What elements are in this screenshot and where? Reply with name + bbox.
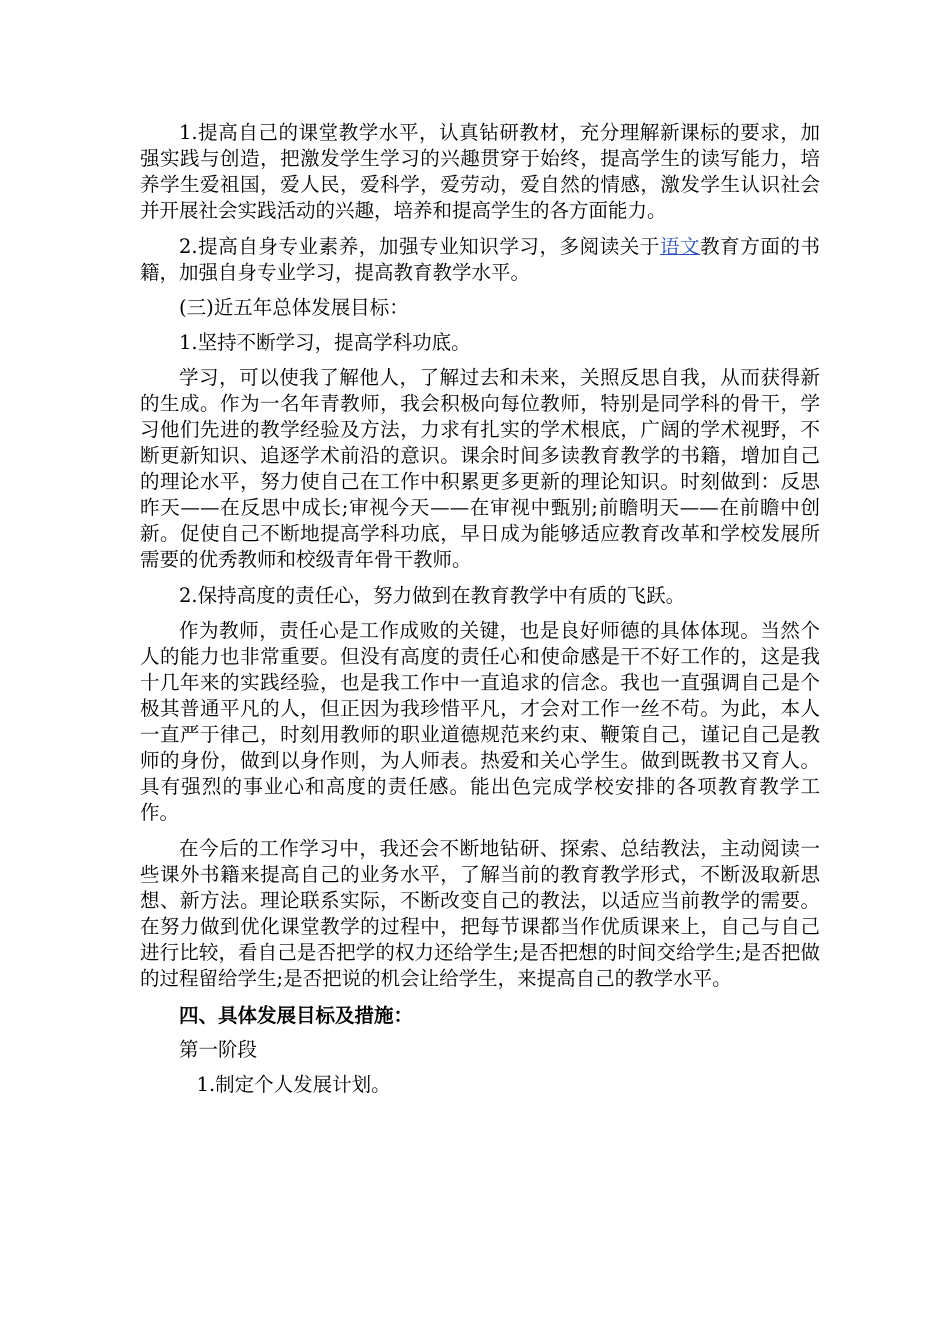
paragraph-future-work: 在今后的工作学习中，我还会不断地钻研、探索、总结教法，主动阅读一些课外书籍来提高自己的业务水平，了解当前的教育教学形式，不断汲取新思想、新方法。理论联系实际，不断改变自己的教法，以适应当前教学的需要。在努力做到优化课堂教学的过程中，把每节课都当作优质课来上，自己与自己进行比较，看自己是否把学的权力还给学生;是否把想的时间交给学生;是否把做的过程留给学生;是否把说的机会让给学生，来提高自己的教学水平。: [140, 837, 820, 990]
paragraph-text: 2.提高自身专业素养，加强专业知识学习，多阅读关于: [179, 235, 660, 258]
link-chinese[interactable]: 语文: [659, 235, 701, 258]
section-heading-specific-goals: 四、具体发展目标及措施：: [179, 1004, 414, 1027]
paragraph-goal-teaching-level: 1.提高自己的课堂教学水平，认真钻研教材，充分理解新课标的要求，加强实践与创造，把激发学生学习的兴趣贯穿于始终，提高学生的读写能力，培养学生爱祖国，爱人民，爱科学，爱劳动，爱自然的情感，激发学生认识社会并开展社会实践活动的兴趣，培养和提高学生的各方面能力。: [140, 121, 820, 222]
goal-responsibility: 2.保持高度的责任心，努力做到在教育教学中有质的飞跃。: [179, 584, 686, 607]
paragraph-goal-professional: [140, 234, 820, 286]
stage-item: 1.制定个人发展计划。: [196, 1073, 391, 1096]
goal-keep-learning: 1.坚持不断学习，提高学科功底。: [179, 331, 471, 354]
section-title-five-year-goals: (三)近五年总体发展目标：: [179, 296, 409, 319]
stage-title: 第一阶段: [179, 1038, 258, 1061]
paragraph-responsibility: 作为教师，责任心是工作成败的关键，也是良好师德的具体体现。当然个人的能力也非常重要。但没有高度的责任心和使命感是干不好工作的，这是我十几年来的实践经验，也是我工作中一直追求的信念。我也一直强调自己是个极其普通平凡的人，但正因为我珍惜平凡，才会对工作一丝不苟。为此，本人一直严于律己，时刻用教师的职业道德规范来约束、鞭策自己，谨记自己是教师的身份，做到以身作则，为人师表。热爱和关心学生。做到既教书又育人。具有强烈的事业心和高度的责任感。能出色完成学校安排的各项教育教学工作。: [140, 619, 820, 824]
document-page: [140, 120, 820, 1098]
paragraph-learning: 学习，可以使我了解他人，了解过去和未来，关照反思自我，从而获得新的生成。作为一名年青教师，我会积极向每位教师，特别是同学科的骨干，学习他们先进的教学经验及方法，力求有扎实的学术根底，广阔的学术视野，不断更新知识、追逐学术前沿的意识。课余时间多读教育教学的书籍，增加自己的理论水平，努力使自己在工作中积累更多更新的理论知识。时刻做到：反思昨天——在反思中成长;审视今天——在审视中甄别;前瞻明天——在前瞻中创新。促使自己不断地提高学科功底，早日成为能够适应教育改革和学校发展所需要的优秀教师和校级青年骨干教师。: [140, 366, 820, 571]
paragraph-text: 教育方面的书籍，加强自身专业学习，提高教育教学水平。: [140, 235, 820, 284]
